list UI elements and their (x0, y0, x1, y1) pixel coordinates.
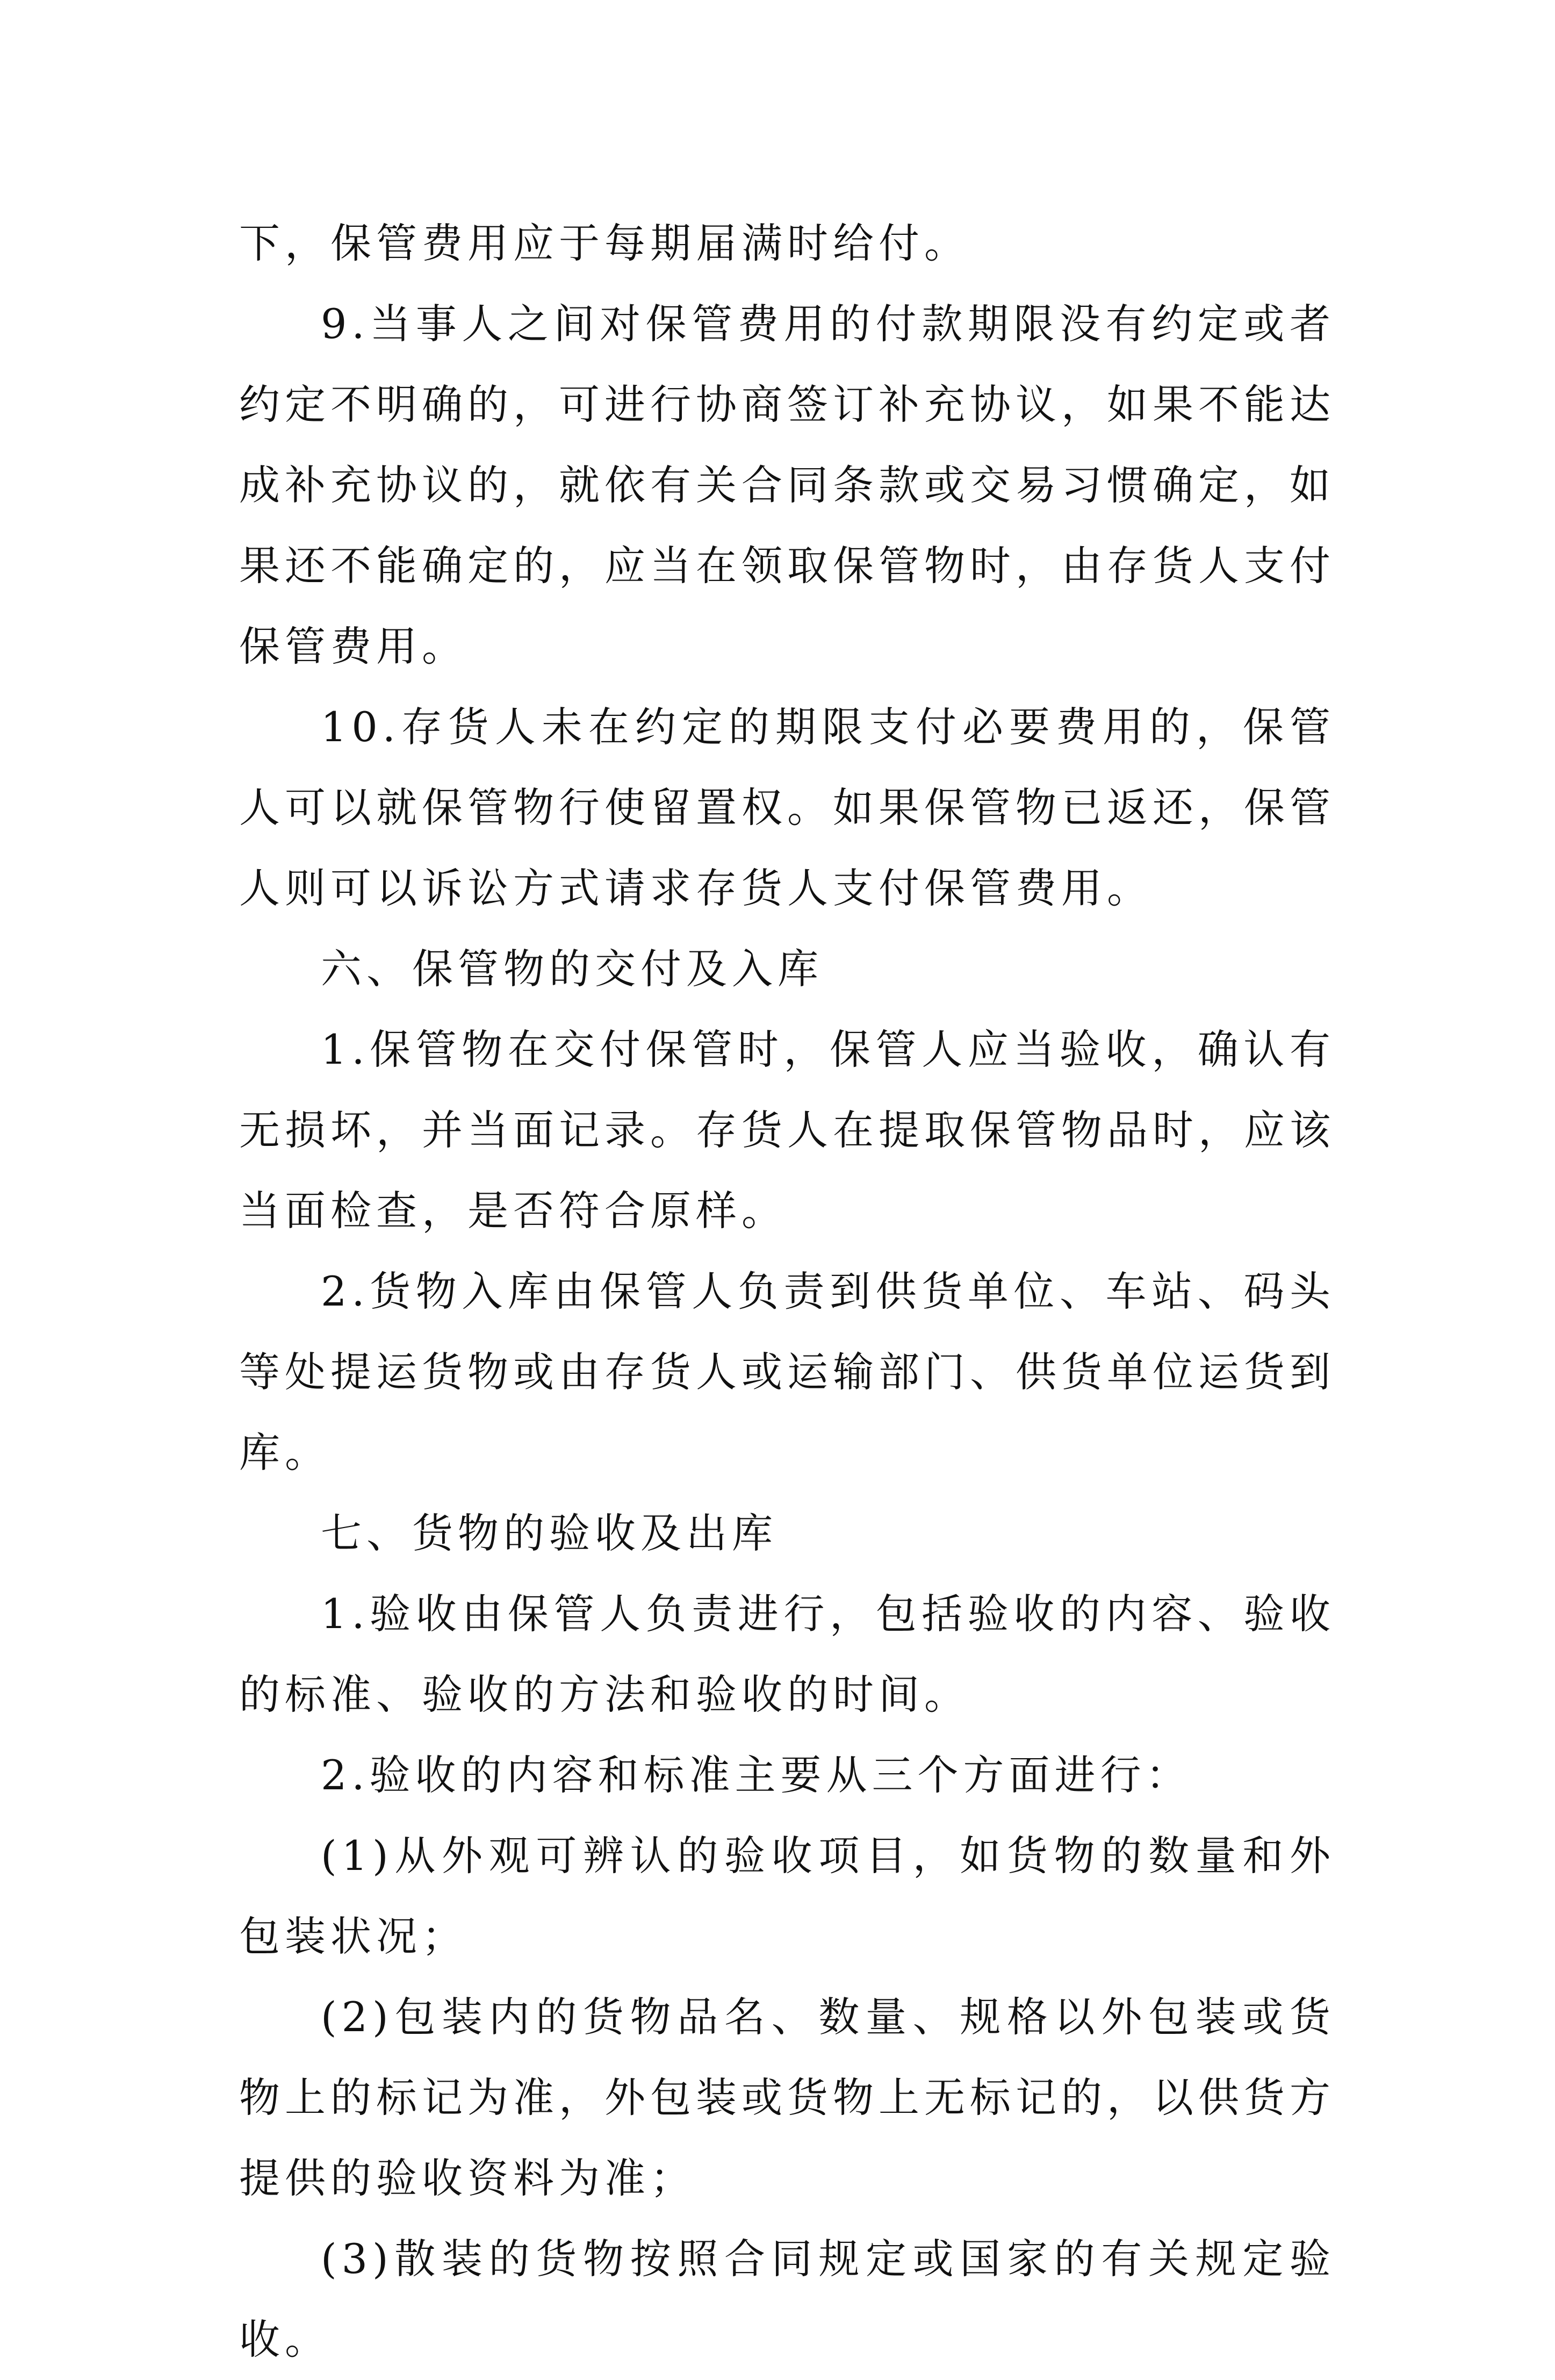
section-heading-7: 七、货物的验收及出库 (321, 1509, 778, 1557)
paragraph-continuation: 下，保管费用应于每期届满时给付。 (239, 219, 970, 267)
paragraph-item-9: 9.当事人之间对保管费用的付款期限没有约定或者约定不明确的，可进行协商签订补充协议，如果不能达成补充协议的，就依有关合同条款或交易习惯确定，如果还不能确定的，应当在领取保管物时，由存货人支付保管费用。 (239, 300, 1335, 670)
paragraph-section7-subitem3: (3)散装的货物按照合同规定或国家的有关规定验收。 (239, 2235, 1335, 2363)
paragraph-item-10: 10.存货人未在约定的期限支付必要费用的，保管人可以就保管物行使留置权。如果保管物已返还，保管人则可以诉讼方式请求存货人支付保管费用。 (239, 703, 1335, 912)
document-body (239, 203, 1335, 2380)
section-heading-6: 六、保管物的交付及入库 (321, 945, 823, 993)
paragraph-section6-item1: 1.保管物在交付保管时，保管人应当验收，确认有无损坏，并当面记录。存货人在提取保管物品时，应该当面检查，是否符合原样。 (239, 1026, 1335, 1235)
paragraph-section7-item1: 1.验收由保管人负责进行，包括验收的内容、验收的标准、验收的方法和验收的时间。 (239, 1590, 1335, 1718)
paragraph-section7-subitem1: (1)从外观可辨认的验收项目，如货物的数量和外包装状况； (239, 1832, 1335, 1960)
paragraph-section7-subitem2: (2)包装内的货物品名、数量、规格以外包装或货物上的标记为准，外包装或货物上无标记的，以供货方提供的验收资料为准； (239, 1993, 1335, 2202)
paragraph-section7-item2: 2.验收的内容和标准主要从三个方面进行： (321, 1751, 1192, 1799)
paragraph-section6-item2: 2.货物入库由保管人负责到供货单位、车站、码头等处提运货物或由存货人或运输部门、供货单位运货到库。 (239, 1267, 1335, 1476)
